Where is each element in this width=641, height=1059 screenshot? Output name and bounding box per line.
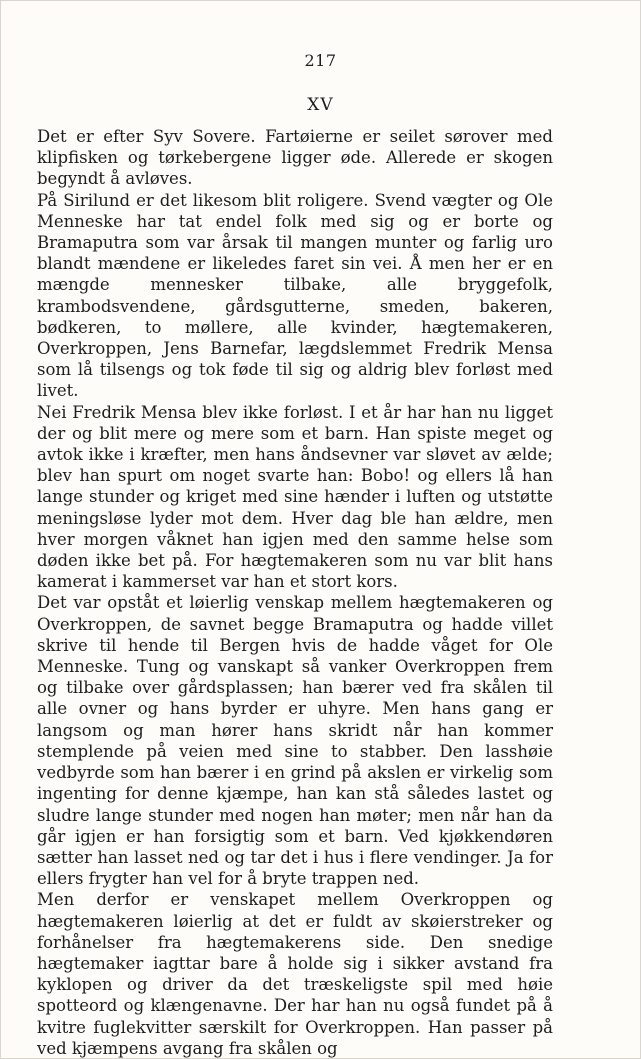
page-number: 217 bbox=[304, 51, 337, 70]
chapter-heading: XV bbox=[307, 95, 334, 115]
paragraph: Nei Fredrik Mensa blev ikke forløst. I et år har han nu ligget der og blit mere og mere som et barn. Han spiste meget og avtok ikke i kræfter, men hans åndsevner var sløvet av ælde; blev han spurt om noget svarte han: Bobo! og ellers lå han lange stunder og kriget med sine hænder i luften og utstøtte meningsløse lyder mot dem. Hver dag ble han ældre, men hver morgen våknet han igjen med den samme helse som døden ikke bet på. For hægtemakeren som nu var blit hans kamerat i kammerset var han et stort kors. bbox=[37, 402, 553, 592]
body-text bbox=[37, 126, 553, 1059]
paragraph: Men derfor er venskapet mellem Overkroppen og hægtemakeren løierlig at det er fuldt av skøierstreker og forhånelser fra hægtemakerens side. Den snedige hægtemaker iagttar bare å holde sig i sikker avstand fra kyklopen og driver da det træskeligste spil med høie spotteord og klængenavne. Der har han nu også fundet på å kvitre fuglekvitter særskilt for Overkroppen. Han passer på ved kjæmpens avgang fra skålen og bbox=[37, 890, 553, 1058]
paragraph: Det er efter Syv Sovere. Fartøierne er seilet sørover med klipfisken og tørkebergene ligger øde. Allerede er skogen begyndt å avløves. bbox=[37, 127, 553, 189]
paragraph: Det var opståt et løierlig venskap mellem hægtemakeren og Overkroppen, de savnet begge Bramaputra og hadde villet skrive til hende til Bergen hvis de hadde våget for Ole Menneske. Tung og vanskapt så vanker Overkroppen frem og tilbake over gårdsplassen; han bærer ved fra skålen til alle ovner og hans byrder er uhyre. Men hans gang er langsom og man hører hans skridt når han kommer stemplende på veien med sine to stabber. Den lasshøie vedbyrde som han bærer i en grind på akslen er virkelig som ingenting for denne kjæmpe, han kan stå således lastet og sludre lange stunder med nogen han møter; men når han da går igjen er han forsigtig som et barn. Ved kjøkkendøren sætter han lasset ned og tar det i hus i flere vendinger. Ja for ellers frygter han vel for å bryte trappen ned. bbox=[37, 593, 553, 889]
paragraph: På Sirilund er det likesom blit roligere. Svend vægter og Ole Menneske har tat endel folk med sig og er borte og Bramaputra som var årsak til mangen munter og farlig uro blandt mændene er likeledes faret sin vei. Å men her er en mængde mennesker tilbake, alle bryggefolk, krambodsvendene, gårdsgutterne, smeden, bakeren, bødkeren, to møllere, alle kvinder, hægtemakeren, Overkroppen, Jens Barnefar, lægdslemmet Fredrik Mensa som lå tilsengs og tok føde til sig og aldrig blev forløst med livet. bbox=[37, 190, 553, 401]
